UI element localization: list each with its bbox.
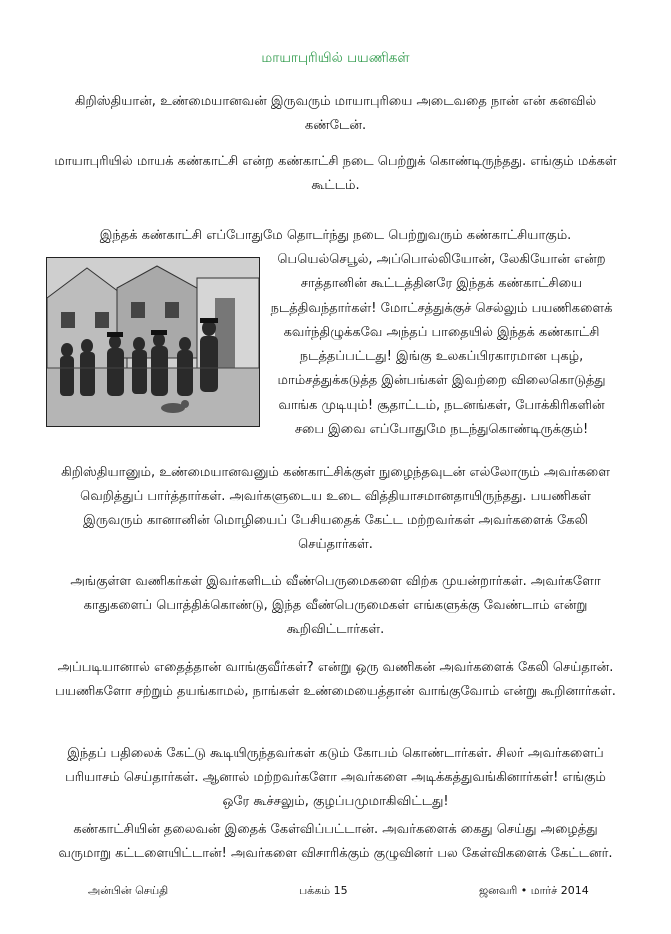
paragraph-2: மாயாபுரியில் மாயக் கண்காட்சி என்ற கண்காட்சி நடை பெற்றுக் கொண்டிருந்தது. எங்கும் மக்கள் கூட்டம்.	[54, 154, 617, 193]
paragraph-1: கிறிஸ்தியான், உண்மையானவன் இருவரும் மாயாபுரியை அடைவதை நான் என் கனவில் கண்டேன்.	[74, 94, 597, 133]
paragraph-3-continued: பெயெல்செபூல், அப்பொல்லியோன், லேகியோன் என்ற சாத்தானின் கூட்டத்தினரே இந்தக் கண்காட்சியை நடத்திவந்தார்கள்! மோட்சத்துக்குச் செல்லும் பயணிகளைக் கவர்ந்திழுக்கவே அந்தப் பாதையில் இந்தக் கண்காட்சி நடத்தப்பட்டது! இங்கு உலகப்பிரகாரமான புகழ், மாம்சத்துக்கடுத்த இன்பங்கள் இவற்றை விலைகொடுத்து வாங்க முடியும்! சூதாட்டம், நடனங்கள், போக்கிரிகளின் சபை இவை எப்போதுமே நடந்துகொண்டிருக்கும்!	[270, 252, 613, 438]
page-title: மாயாபுரியில் பயணிகள்	[261, 50, 410, 66]
paragraph-5: அங்குள்ள வணிகர்கள் இவர்களிடம் வீண்பெருமைகளை விற்க முயன்றார்கள். அவர்களோ காதுகளைப் பொத்திக்கொண்டு, இந்த வீண்பெருமைகள் எங்களுக்கு வேண்டாம் என்று கூறிவிட்டார்கள்.	[70, 574, 601, 637]
paragraph-7: இந்தப் பதிலைக் கேட்டு கூடியிருந்தவர்கள் கடும் கோபம் கொண்டார்கள். சிலர் அவர்களைப் பரியாசம் செய்தார்கள். ஆனால் மற்றவர்களோ அவர்களை அடிக்கத்துவங்கினார்கள்! எங்கும் ஒரே கூச்சலும், குழப்பமுமாகிவிட்டது!	[65, 746, 606, 809]
paragraph-8: கண்காட்சியின் தலைவன் இதைக் கேள்விப்பட்டான். அவர்களைக் கைது செய்து அழைத்து வருமாறு கட்டளையிட்டான்! அவர்களை விசாரிக்கும் குழுவினர் பல கேள்விகளைக் கேட்டனர்.	[58, 822, 613, 861]
fair-crowd-illustration	[46, 257, 260, 427]
paragraph-3-line-1: இந்தக் கண்காட்சி எப்போதுமே தொடர்ந்து நடை பெற்றுவரும் கண்காட்சியாகும்.	[99, 228, 572, 243]
paragraph-6: அப்படியானால் எதைத்தான் வாங்குவீர்கள்? என்று ஒரு வணிகன் அவர்களைக் கேலி செய்தான். பயணிகளோ சற்றும் தயங்காமல், நாங்கள் உண்மையைத்தான் வாங்குவோம் என்று கூறினார்கள்.	[55, 660, 616, 699]
footer-page-number: பக்கம் 15	[299, 884, 348, 897]
engraving-picture	[47, 258, 259, 426]
footer-publication: அன்பின் செய்தி	[88, 884, 169, 897]
paragraph-4: கிறிஸ்தியானும், உண்மையானவனும் கண்காட்சிக்குள் நுழைந்தவுடன் எல்லோரும் அவர்களை வெறித்துப் பார்த்தார்கள். அவர்களுடைய உடை வித்தியாசமானதாயிருந்தது. பயணிகள் இருவரும் கானானின் மொழியைப் பேசியதைக் கேட்ட மற்றவர்கள் அவர்களைக் கேலி செய்தார்கள்.	[61, 465, 610, 552]
footer-date: ஜனவரி • மார்ச் 2014	[479, 884, 589, 897]
